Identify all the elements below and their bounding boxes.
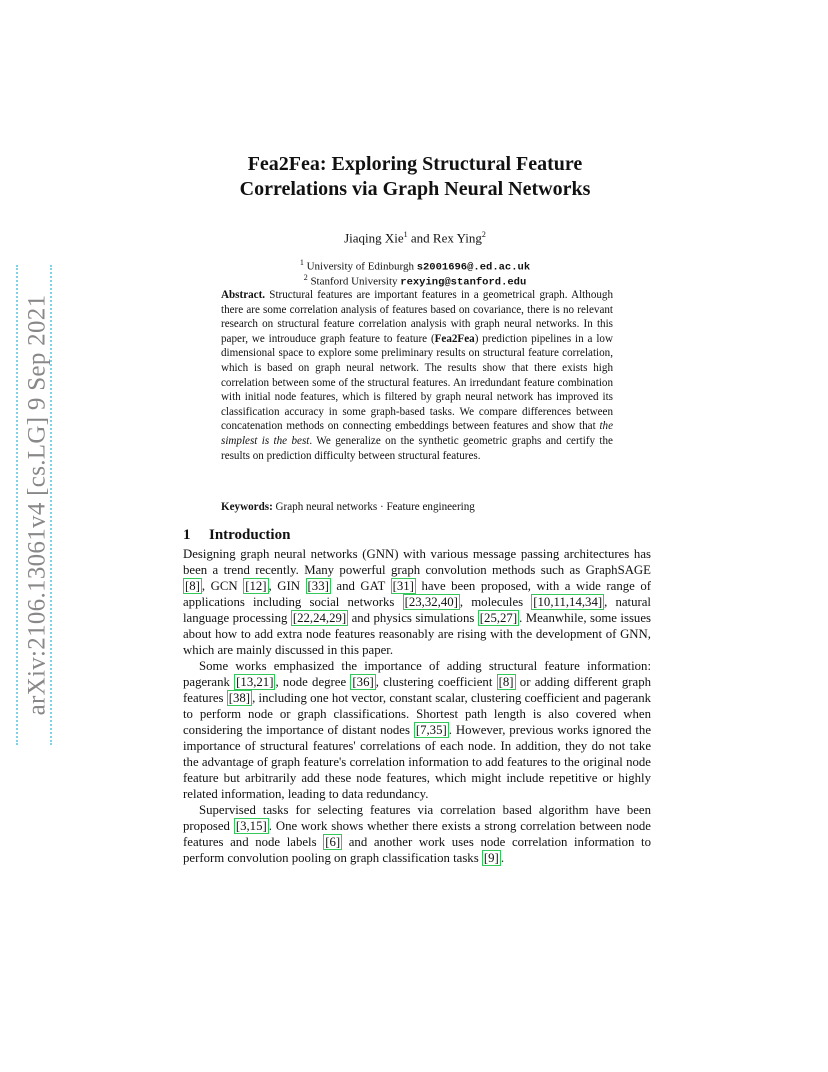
citation-link[interactable]: [10,11,14,34] — [533, 595, 603, 609]
paragraph-text: , molecules — [459, 595, 532, 609]
keywords — [221, 501, 613, 513]
paper-title — [150, 152, 680, 202]
abstract-emphasis: the simplest is the best — [221, 420, 613, 447]
abstract-text-2: ) prediction pipelines in a low dimensional space to explore some preliminary results on structural feature correlation, which is based on graph neural network. The results show that there exists high correlation between some of the structural features. An irredundant feature combination with initial node features, which is filtered by graph neural network has improved its classification accuracy in some graph-based tasks. We compare differences between concatenation methods on connecting embeddings between features and show that — [221, 332, 613, 433]
section-heading — [183, 527, 290, 544]
paragraph-text: , node degree — [275, 675, 351, 689]
citation-link[interactable]: [23,32,40] — [404, 595, 458, 609]
paragraph-text: , GCN — [201, 579, 244, 593]
keywords-text: Graph neural networks · Feature engineering — [275, 501, 475, 513]
citation-link[interactable]: [12] — [245, 579, 267, 593]
citation-link[interactable]: [38] — [228, 691, 251, 705]
affiliation-2 — [150, 273, 680, 289]
paragraph-text: and GAT — [330, 579, 391, 593]
author-1: Jiaqing Xie — [344, 230, 404, 246]
paragraph-text: have been proposed, with a wide range of applications including social networks — [183, 579, 651, 609]
affiliation-1-mark: 1 — [299, 258, 304, 267]
paragraph-text: . One work shows whether there exists a strong correlation between node features and node labels — [183, 819, 651, 849]
paragraph-text: Supervised tasks for selecting features via correlation based algorithm have been proposed — [183, 803, 651, 833]
citation-link[interactable]: [8] — [185, 579, 200, 593]
affiliation-2-email[interactable]: rexying@stanford.edu — [400, 276, 527, 289]
abstract-text-3: . We generalize on the synthetic geometric graphs and certify the results on prediction difficulty between structural features. — [221, 434, 613, 462]
citation-link[interactable]: [8] — [498, 675, 514, 689]
title-line-1: Fea2Fea: Exploring Structural Feature — [247, 153, 583, 175]
author-1-affil-mark: 1 — [403, 230, 408, 239]
paragraph-text: . — [500, 851, 505, 865]
citation-link[interactable]: [7,35] — [415, 723, 447, 737]
paragraph-text: Designing graph neural networks (GNN) with various message passing architectures has been a trend recently. Many powerful graph convolution methods such as GraphSAGE — [183, 547, 651, 577]
author-join: and — [407, 230, 433, 246]
paragraph — [183, 658, 651, 802]
citation-link[interactable]: [33] — [307, 579, 329, 593]
paragraph-text: and another work uses node correlation information to perform convolution pooling on graph classification tasks — [183, 835, 651, 865]
citation-link[interactable]: [25,27] — [479, 611, 518, 625]
introduction-body — [183, 546, 651, 866]
arxiv-stamp[interactable] — [20, 265, 54, 745]
affiliation-2-name: Stanford University — [310, 275, 398, 288]
citation-link[interactable]: [31] — [392, 579, 414, 593]
citation-link[interactable]: [22,24,29] — [292, 611, 347, 625]
paragraph-text: , clustering coefficient — [375, 675, 497, 689]
citation-link[interactable]: [3,15] — [235, 819, 267, 833]
paragraph — [183, 546, 651, 658]
section-title: Introduction — [209, 527, 291, 543]
abstract-label: Abstract. — [221, 289, 266, 301]
abstract-text-1: Structural features are important features in a geometrical graph. Although there are some correlation analysis of features based on covariance, there is no relevant research on structural feature correlation analysis with graph neural networks. In this paper, we introuduce graph feature to feature ( — [221, 289, 614, 345]
paragraph — [183, 802, 651, 866]
section-number: 1 — [183, 527, 191, 543]
author-2-affil-mark: 2 — [481, 230, 486, 239]
keywords-label: Keywords: — [221, 501, 273, 513]
abstract-pipeline-name: Fea2Fea — [434, 332, 475, 345]
paragraph-text: . However, previous works ignored the importance of structural features' correlations of each node. In addition, they do not take the advantage of graph feature's correlation information to add features to the original node feature but arbitrarily add these node features, which might include repetitive or highly related information, leading to data redundancy. — [183, 723, 652, 801]
arxiv-stamp-text: arXiv:2106.13061v4 [cs.LG] 9 Sep 2021 — [23, 294, 50, 716]
title-line-2: Correlations via Graph Neural Networks — [239, 178, 591, 200]
paragraph-text: , natural language processing — [183, 595, 651, 625]
citation-link[interactable]: [9] — [483, 851, 499, 865]
paragraph-text: , GIN — [268, 579, 306, 593]
paragraph-text: Some works emphasized the importance of adding structural feature information: pagerank — [183, 659, 651, 689]
author-2: Rex Ying — [432, 230, 482, 246]
citation-link[interactable]: [6] — [325, 835, 341, 849]
paragraph-text: , including one hot vector, constant scalar, clustering coefficient and pagerank to perform node or graph classifications. Shortest path length is also covered when considering the importance of distant nodes — [183, 691, 652, 737]
citation-link[interactable]: [13,21] — [236, 675, 274, 689]
abstract — [221, 288, 613, 463]
citation-link[interactable]: [36] — [352, 675, 374, 689]
author-list — [150, 230, 680, 246]
paragraph-text: or adding different graph features — [183, 675, 651, 705]
affiliation-1 — [150, 258, 680, 274]
paragraph-text: . Meanwhile, some issues about how to add extra node features reasonably are rising with the development of GNN, which are mainly discussed in this paper. — [183, 611, 651, 657]
affiliation-1-email[interactable]: s2001696@.ed.ac.uk — [416, 261, 531, 274]
paragraph-text: and physics simulations — [348, 611, 478, 625]
affiliation-1-name: University of Edinburgh — [306, 260, 414, 273]
affiliation-2-mark: 2 — [303, 273, 308, 282]
